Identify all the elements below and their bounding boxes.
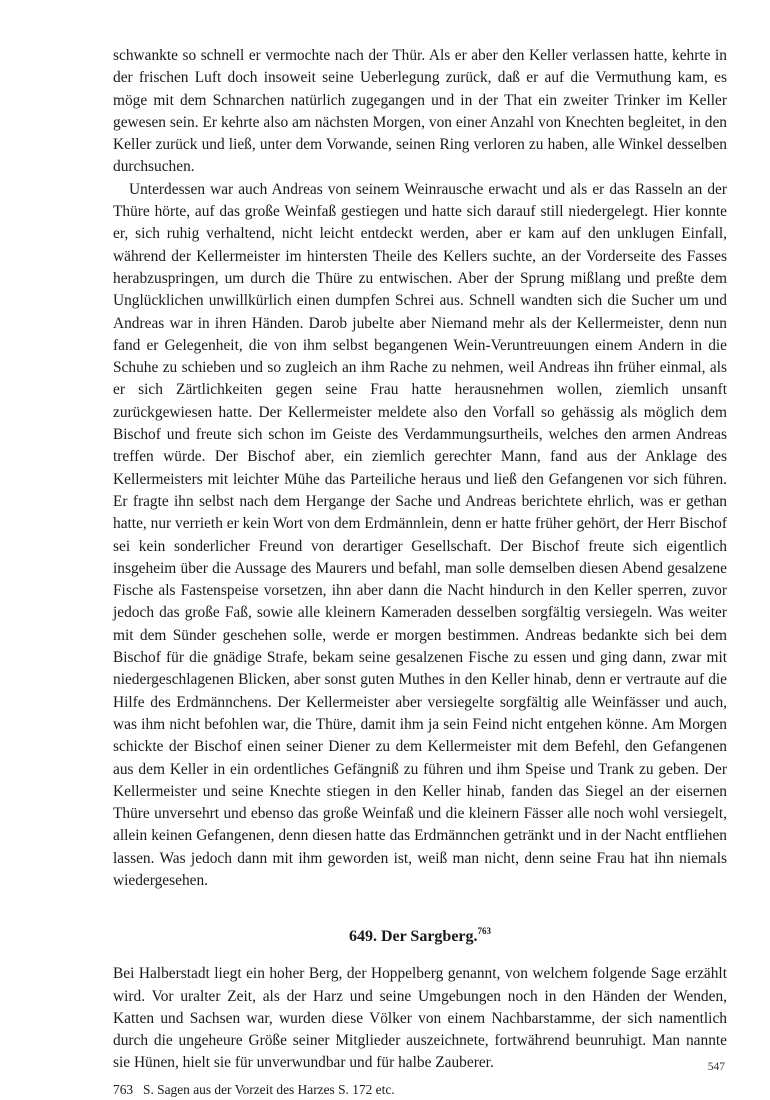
footnote [113,1081,727,1099]
paragraph-continuation: schwankte so schnell er vermochte nach der Thür. Als er aber den Keller verlassen hatte, kehrte in der frischen Luft doch insoweit seine Ueberlegung zurück, daß er auf die Vermuthung kam, es möge mit dem Schnarchen natürlich zugegangen und in der That ein zweiter Trinker im Keller gewesen sein. Er kehrte also am nächsten Morgen, von einer Anzahl von Knechten begleitet, in den Keller zurück und ließ, unter dem Vorwande, seinen Ring verloren zu haben, alle Winkel desselben durchsuchen. [113,47,727,176]
footnote-text: S. Sagen aus der Vorzeit des Harzes S. 172 etc. [143,1081,395,1097]
page-number: 547 [707,1061,725,1073]
paragraph-andreas: Unterdessen war auch Andreas von seinem Weinrausche erwacht und als er das Rasseln an der Thüre hörte, auf das große Weinfaß gestiegen und hatte sich darauf still niedergelegt. Hier konnte er, sich ruhig verhaltend, nicht leicht entdeckt werden, aber er kam auf den unklugen Einfall, während der Kellermeister im hintersten Theile des Kellers suchte, an der Vorderseite des Fasses herabzuspringen, um durch die Thüre zu entwischen. Aber der Sprung mißlang und preßte dem Unglücklichen unwillkürlich einen dumpfen Schrei aus. Schnell wandten sich die Sucher um und Andreas war in ihren Händen. Darob jubelte aber Niemand mehr als der Kellermeister, denn nun fand er Gelegenheit, die von ihm selbst begangenen Wein-Veruntreuungen einem Andern in die Schuhe zu schieben und so zugleich an ihm Rache zu nehmen, weil Andreas ihn früher einmal, als er sich Zärtlichkeiten gegen seine Frau hatte herausnehmen wollen, ziemlich unsanft zurückgewiesen hatte. Der Kellermeister meldete also den Vorfall so gehässig als möglich dem Bischof und freute sich schon im Geiste des Verdammungsurtheils, welches den armen Andreas treffen würde. Der Bischof aber, ein ziemlich gerechter Mann, fand aus der Anklage des Kellermeisters mit leichter Mühe das Parteiliche heraus und ließ den Gefangenen vor sich führen. Er fragte ihn selbst nach dem Hergange der Sache und Andreas berichtete ehrlich, was er gethan hatte, nur verrieth er kein Wort von dem Erdmännlein, denn er hatte früher gehört, der Herr Bischof sei kein sonderlicher Freund von derartiger Gesellschaft. Der Bischof freute sich eigentlich insgeheim über die Aussage des Maurers und befahl, man solle demselben diesen Abend gesalzene Fische als Fastenspeise vorsetzen, ihn aber dann die Nacht hindurch in den Keller sperren, zuvor jedoch das große Faß, sowie alle kleinern Kameraden desselben sorgfältig versiegeln. Was weiter mit dem Sünder geschehen solle, werde er morgen bestimmen. Andreas bedankte sich bei dem Bischof für die gnädige Strafe, bekam seine gesalzenen Fische zu essen und ging dann, zwar mit niedergeschlagenen Blicken, aber sonst guten Muthes in den Keller hinab, denn er vertraute auf die Hilfe des Erdmännchens. Der Kellermeister aber versiegelte sorgfältig alle Weinfässer und auch, was ihm nicht befohlen war, die Thüre, damit ihm ja sein Feind nicht entgehen könne. Am Morgen schickte der Bischof einen seiner Diener zu dem Kellermeister mit dem Befehl, den Gefangenen aus dem Keller in ein ordentliches Gefängniß zu führen und ihm Speise und Trank zu geben. Der Kellermeister und seine Knechte stiegen in den Keller hinab, fanden das Siegel an der eisernen Thüre unversehrt und ebenso das große Weinfaß und die kleinern Fässer alle noch wohl versiegelt, allein keinen Gefangenen, denn diesen hatte das Erdmännchen getränkt und in der Nacht entfliehen lassen. Was jedoch dann mit ihm geworden ist, weiß man nicht, denn seine Frau hat ihn niemals wiedergesehen. [113,180,727,889]
paragraph-sargberg: Bei Halberstadt liegt ein hoher Berg, der Hoppelberg genannt, von welchem folgende Sage erzählt wird. Vor uralter Zeit, als der Harz und seine Umgebungen noch in den Händen der Wenden, Katten und Sachsen war, wurden diese Völker von einem Nachbarstamme, der sich namentlich durch die ungeheure Größe seiner Mitglieder auszeichnete, fortwährend beunruhigt. Man nannte sie Hünen, hielt sie für unverwundbar und für halbe Zauberer. [113,965,727,1072]
footnote-number: 763 [113,1081,134,1097]
section-title: 649. Der Sargberg. [348,928,478,946]
section-heading [113,920,727,948]
page-body [113,45,727,1099]
footnote-reference[interactable]: 763 [477,926,492,937]
